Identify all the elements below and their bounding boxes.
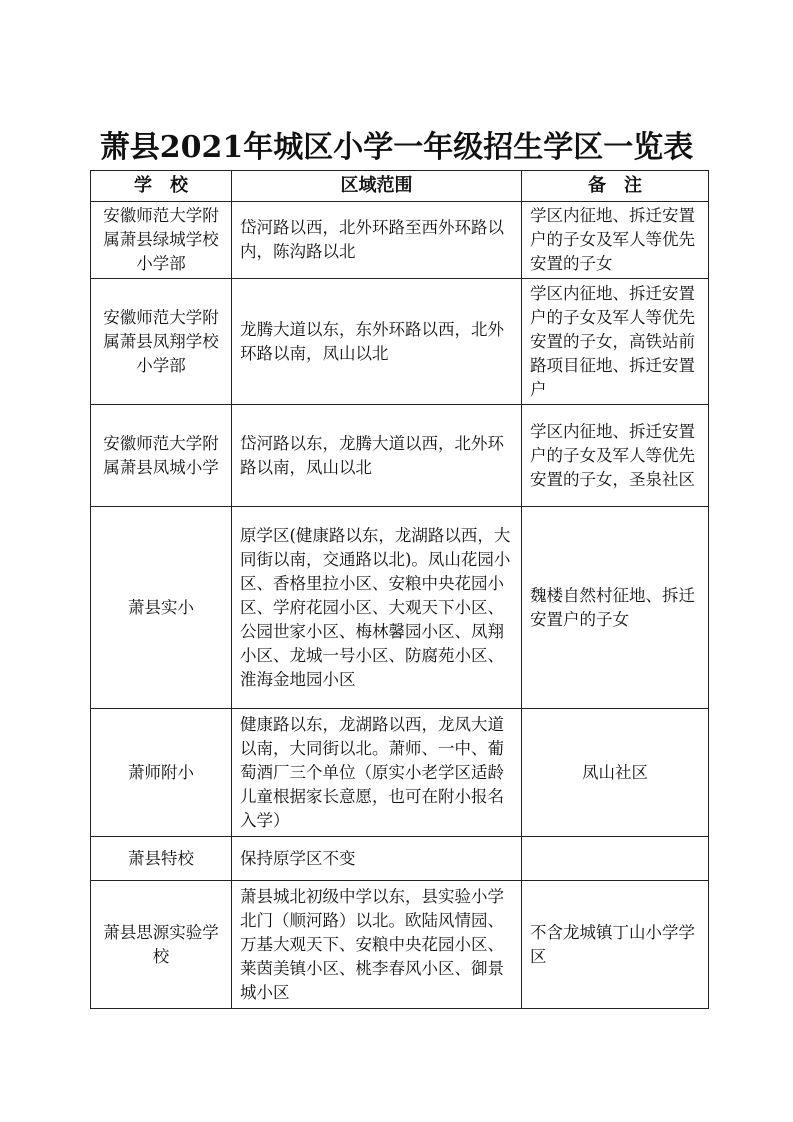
school-zone-table [90, 170, 709, 1009]
range-cell: 龙腾大道以东，东外环路以西，北外环路以南，凤山以北 [232, 279, 522, 405]
table-row [91, 837, 709, 881]
note-cell: 学区内征地、拆迁安置户的子女及军人等优先安置的子女 [522, 202, 709, 279]
table-row [91, 279, 709, 405]
range-cell: 保持原学区不变 [232, 837, 522, 881]
table-row [91, 507, 709, 709]
range-cell: 健康路以东，龙湖路以西，龙凤大道以南，大同街以北。萧师、一中、葡萄酒厂三个单位（原实小老学区适龄儿童根据家长意愿，也可在附小报名入学） [232, 709, 522, 837]
note-cell: 不含龙城镇丁山小学学区 [522, 881, 709, 1009]
note-cell: 凤山社区 [522, 709, 709, 837]
table-row [91, 881, 709, 1009]
table-header-row [91, 171, 709, 202]
note-cell: 魏楼自然村征地、拆迁安置户的子女 [522, 507, 709, 709]
note-cell: 学区内征地、拆迁安置户的子女及军人等优先安置的子女，高铁站前路项目征地、拆迁安置户 [522, 279, 709, 405]
school-cell: 安徽师范大学附属萧县凤翔学校小学部 [91, 279, 232, 405]
range-cell: 原学区(健康路以东，龙湖路以西，大同街以南，交通路以北)。凤山花园小区、香格里拉小区、安粮中央花园小区、学府花园小区、大观天下小区、公园世家小区、梅林馨园小区、凤翔小区、龙城一号小区、防腐苑小区、淮海金地园小区 [232, 507, 522, 709]
school-cell: 萧县特校 [91, 837, 232, 881]
range-cell: 岱河路以东，龙腾大道以西，北外环路以南，凤山以北 [232, 405, 522, 507]
school-cell: 安徽师范大学附属萧县绿城学校小学部 [91, 202, 232, 279]
header-note: 备 注 [522, 171, 709, 202]
page-title: 萧县2021年城区小学一年级招生学区一览表 [99, 130, 694, 165]
school-cell: 萧县思源实验学校 [91, 881, 232, 1009]
school-cell: 萧县实小 [91, 507, 232, 709]
note-cell [522, 837, 709, 881]
range-cell: 萧县城北初级中学以东，县实验小学北门（顺河路）以北。欧陆风情园、万基大观天下、安粮中央花园小区、莱茵美镇小区、桃李春风小区、御景城小区 [232, 881, 522, 1009]
range-cell: 岱河路以西，北外环路至西外环路以内，陈沟路以北 [232, 202, 522, 279]
header-school: 学 校 [91, 171, 232, 202]
table-row [91, 405, 709, 507]
header-range: 区域范围 [232, 171, 522, 202]
table-row [91, 709, 709, 837]
school-cell: 萧师附小 [91, 709, 232, 837]
table-row [91, 202, 709, 279]
note-cell: 学区内征地、拆迁安置户的子女及军人等优先安置的子女，圣泉社区 [522, 405, 709, 507]
school-cell: 安徽师范大学附属萧县凤城小学 [91, 405, 232, 507]
